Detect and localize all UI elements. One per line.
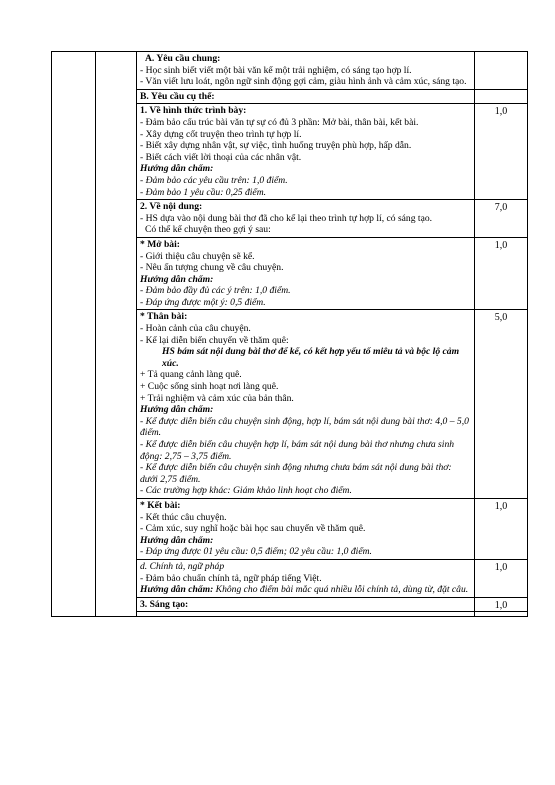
spelling-guide (140, 584, 471, 596)
spelling-score: 1,0 (475, 559, 528, 597)
guide-label: Hướng dẫn chấm: (140, 584, 214, 596)
list-item: - Kể lại diễn biến chuyến về thăm quê: (140, 334, 289, 346)
score-cell (475, 89, 528, 104)
guide-item: - Các trường hợp khác: Giám khảo linh hoạt cho điểm. (140, 485, 352, 497)
ending-score: 1,0 (475, 498, 528, 559)
list-item: - Học sinh biết viết một bài văn kể một trải nghiệm, có sáng tạo hợp lí. (140, 64, 412, 76)
guide-text: Không cho điểm bài mắc quá nhiều lỗi chính tả, dùng từ, đặt câu. (213, 584, 469, 596)
creativity-cell (137, 597, 475, 612)
empty-cell (475, 612, 528, 617)
guide-label: Hướng dẫn chấm: (140, 404, 214, 416)
list-item: - Đảm bảo cấu trúc bài văn tự sự có đủ 3 phần: Mở bài, thân bài, kết bài. (140, 116, 419, 128)
list-item: - Đảm bảo chuẩn chính tả, ngữ pháp tiếng Việt. (140, 572, 322, 584)
list-item: - Giới thiệu câu chuyện sẽ kể. (140, 250, 255, 262)
list-item: - Hoàn cảnh của câu chuyện. (140, 323, 251, 335)
guide-item: - Đáp ứng được 01 yêu cầu: 0,5 điểm; 02 yêu cầu: 1,0 điểm. (140, 546, 372, 558)
list-item: - Văn viết lưu loát, ngôn ngữ sinh động gợi cảm, giàu hình ảnh và cảm xúc, sáng tạo. (140, 76, 467, 88)
guide-item: - Kể được diễn biến câu chuyện sinh động, hợp lí, bám sát nội dung bài thơ: 4,0 – 5,0 điểm. (140, 415, 469, 439)
list-item: - Biết xây dựng nhân vật, sự việc, tình huống truyện phù hợp, hấp dẫn. (140, 140, 412, 152)
list-item: - HS dựa vào nội dung bài thơ đã cho kể lại theo trình tự hợp lí, có sáng tạo. (140, 212, 433, 224)
section-a-cell (137, 52, 475, 90)
rubric-table (51, 51, 528, 617)
content-score: 7,0 (475, 200, 528, 238)
list-item: - Kết thúc câu chuyện. (140, 511, 227, 523)
question-cell (52, 52, 96, 617)
list-item: - Biết cách viết lời thoại của các nhân vật. (140, 151, 302, 163)
guide-item: - Kể được diễn biến câu chuyện hợp lí, bám sát nội dung bài thơ nhưng chưa sinh động: 2,75 – 3,75 điểm. (140, 439, 455, 462)
empty-cell (137, 612, 475, 617)
content-cell (137, 200, 475, 238)
section-b-cell (137, 89, 475, 104)
ending-title: * Kết bài: (140, 499, 181, 511)
guide-item: - Đảm bảo các yêu cầu trên: 1,0 điểm. (140, 174, 288, 186)
section-a-title: A. Yêu cầu chung: (145, 53, 221, 64)
score-cell (475, 52, 528, 90)
form-title: 1. Về hình thức trình bày: (140, 105, 247, 117)
list-item: + Trải nghiệm và cảm xúc của bản thân. (140, 392, 294, 404)
spelling-cell (137, 559, 475, 597)
list-item: - Cảm xúc, suy nghĩ hoặc bài học sau chuyến về thăm quê. (140, 523, 366, 535)
list-item: + Cuộc sống sinh hoạt nơi làng quê. (140, 381, 279, 393)
guide-label: Hướng dẫn chấm: (140, 273, 214, 285)
spelling-title: d. Chính tả, ngữ pháp (140, 560, 225, 572)
guide-label: Hướng dẫn chấm: (140, 534, 214, 546)
list-item: + Tả quang cảnh làng quê. (140, 369, 242, 381)
form-cell (137, 104, 475, 200)
table-row (52, 52, 528, 90)
guide-item: - Đảm bảo 1 yêu cầu: 0,25 điểm. (140, 186, 267, 198)
guide-label: Hướng dẫn chấm: (140, 163, 214, 175)
intro-cell (137, 237, 475, 310)
ending-cell (137, 498, 475, 559)
body-score: 5,0 (475, 310, 528, 499)
body-title: * Thân bài: (140, 311, 188, 323)
list-item: - Xây dựng cốt truyện theo trình tự hợp lí. (140, 128, 302, 140)
guide-item: - Đảm bảo đầy đủ các ý trên: 1,0 điểm. (140, 285, 291, 297)
section-b-title: B. Yêu cầu cụ thể: (140, 90, 215, 102)
intro-score: 1,0 (475, 237, 528, 310)
creativity-score: 1,0 (475, 597, 528, 612)
intro-title: * Mở bài: (140, 238, 180, 250)
guide-item: - Kể được diễn biến câu chuyện sinh động nhưng chưa bám sát nội dung bài thơ: dưới 2,75 điểm. (140, 462, 452, 485)
list-item: - Nêu ấn tượng chung về câu chuyện. (140, 262, 284, 274)
content-title: 2. Về nội dung: (140, 201, 203, 213)
list-item: Có thể kể chuyện theo gợi ý sau: (145, 224, 271, 236)
form-score: 1,0 (475, 104, 528, 200)
emphasis-note: HS bám sát nội dung bài thơ để kể, có kết hợp yếu tố miêu tả và bộc lộ cảm xúc. (162, 346, 460, 369)
body-cell (137, 310, 475, 499)
part-cell (96, 52, 137, 617)
guide-item: - Đáp ứng được một ý: 0,5 điểm. (140, 296, 266, 308)
creativity-title: 3. Sáng tạo: (140, 598, 189, 610)
